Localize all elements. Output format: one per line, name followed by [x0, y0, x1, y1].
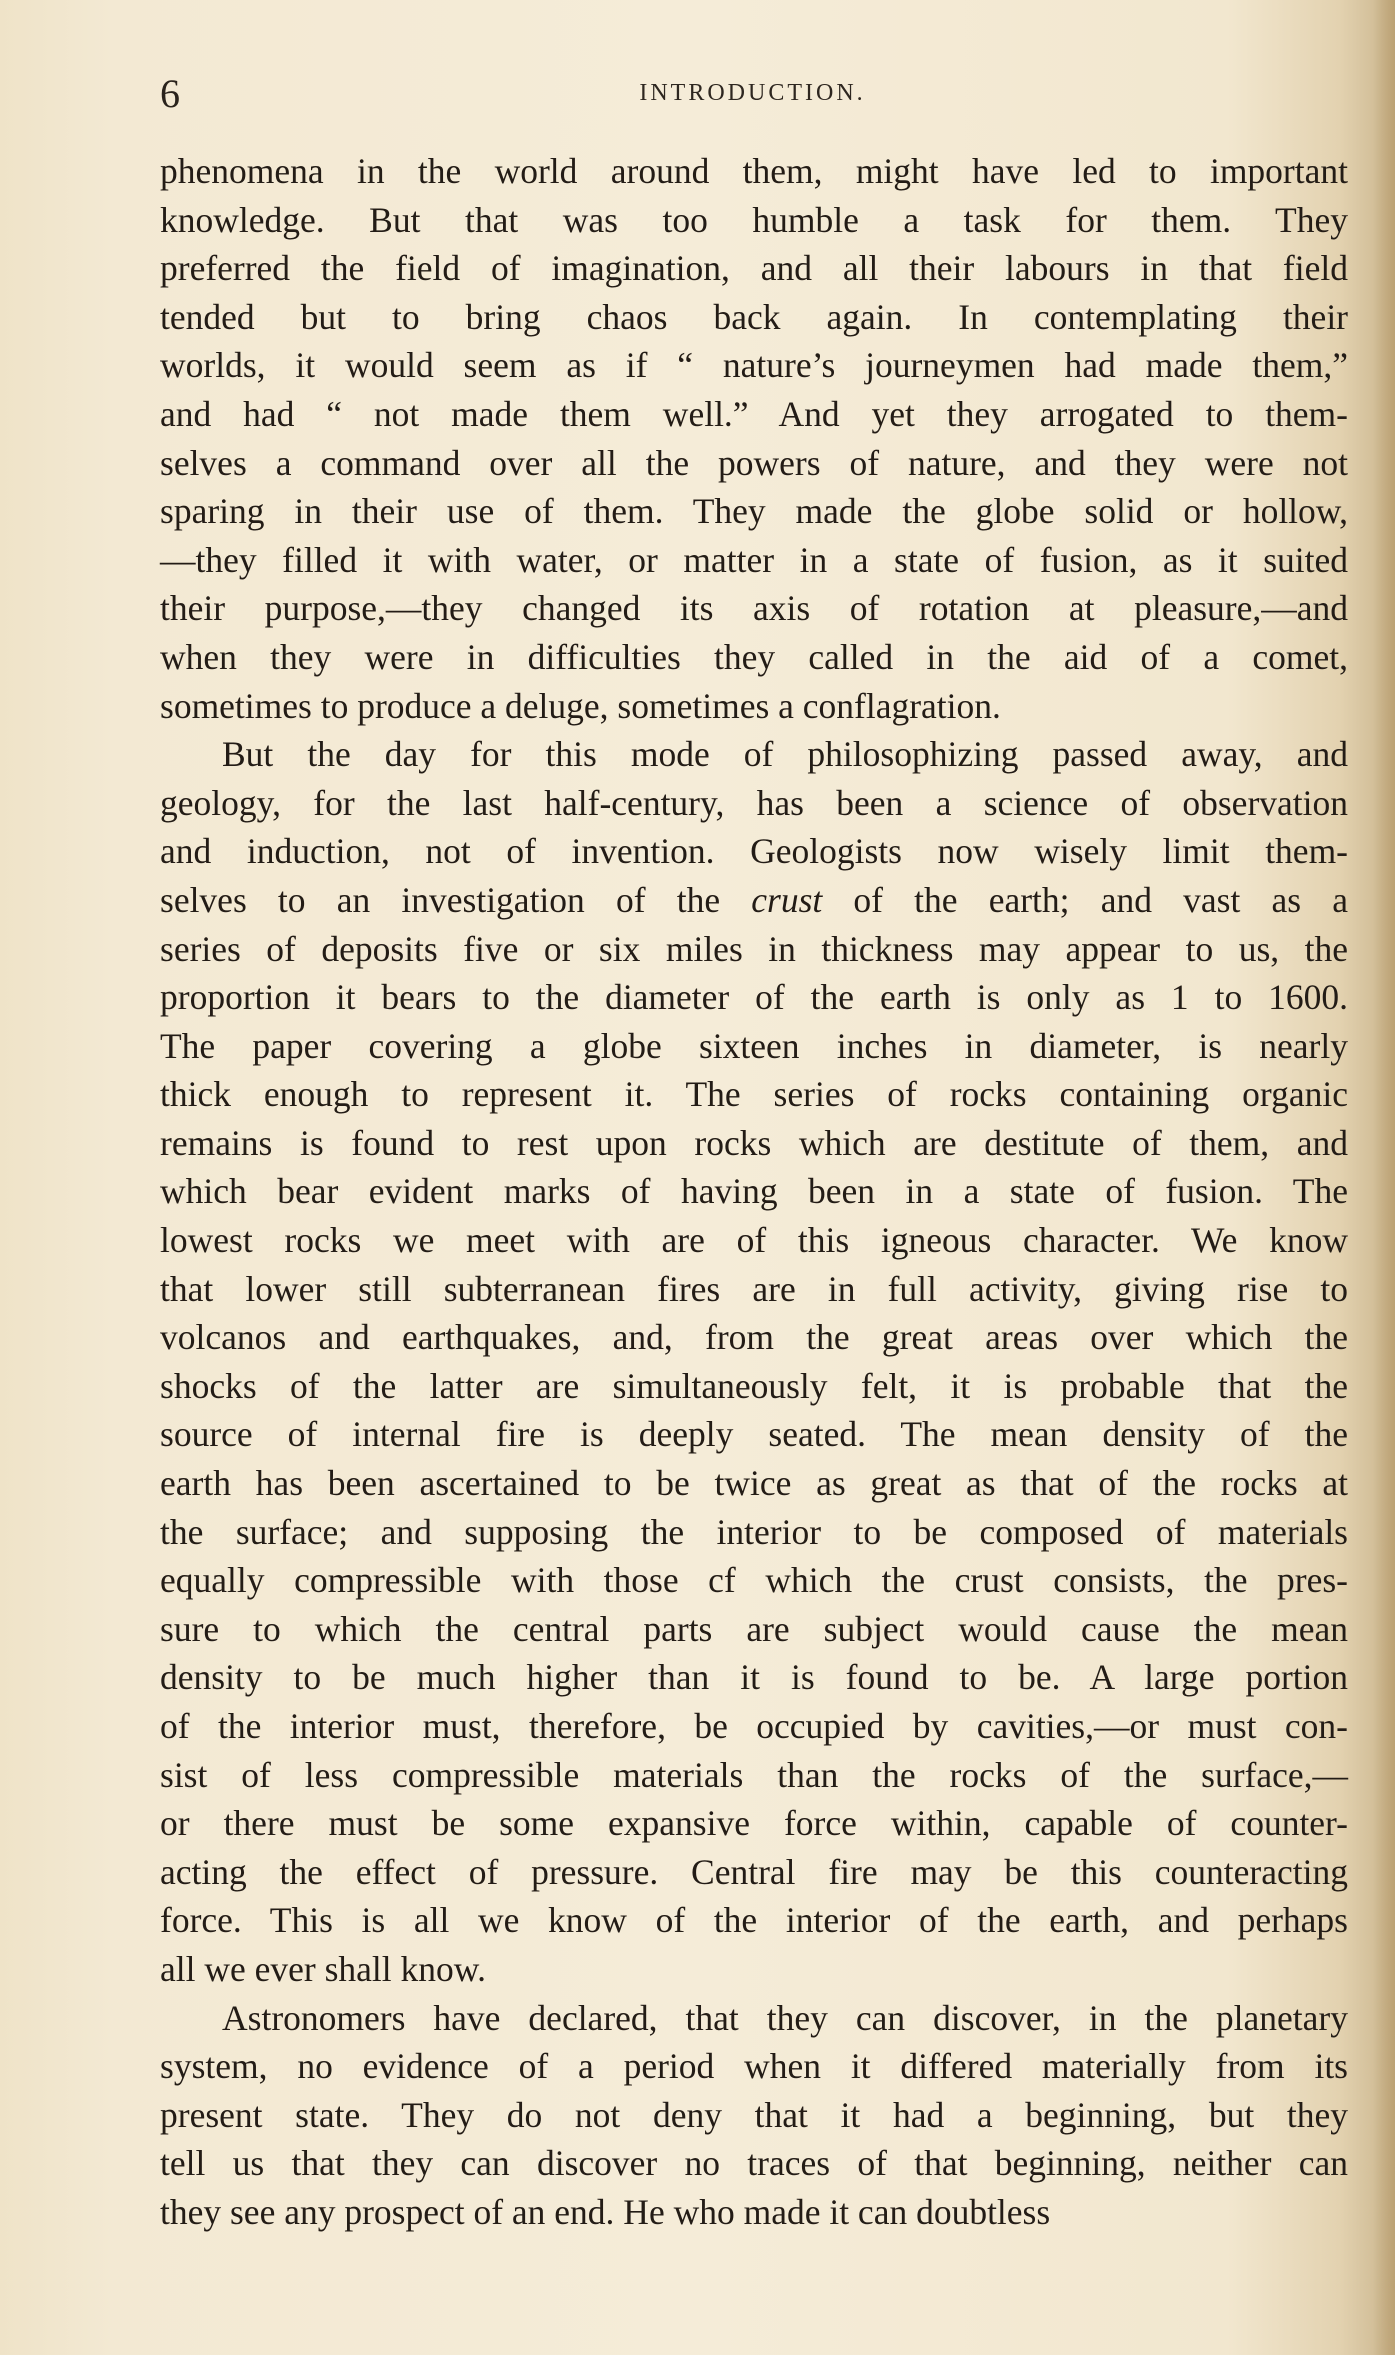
- running-title: INTRODUCTION.: [639, 80, 866, 106]
- text-line: that lower still subterranean fires are in full activity, giving rise to: [160, 1268, 1348, 1309]
- paragraph: [160, 147, 1348, 730]
- text-line: or there must be some expansive force within, capable of counter-: [160, 1803, 1348, 1844]
- text-line: —they filled it with water, or matter in a state of fusion, as it suited: [160, 539, 1348, 580]
- text-line: which bear evident marks of having been in a state of fusion. The: [160, 1171, 1348, 1212]
- text-line: they see any prospect of an end. He who made it can doubtless: [160, 2191, 1051, 2232]
- text-line: force. This is all we know of the interior of the earth, and perhaps: [160, 1900, 1348, 1941]
- text-line: series of deposits five or six miles in thickness may appear to us, the: [160, 928, 1348, 969]
- text-line: sometimes to produce a deluge, sometimes a conflagration.: [160, 685, 1001, 726]
- text-line: sparing in their use of them. They made the globe solid or hollow,: [160, 491, 1348, 532]
- text-line: equally compressible with those cf which the crust consists, the pres-: [160, 1560, 1348, 1601]
- text-line: volcanos and earthquakes, and, from the great areas over which the: [160, 1317, 1348, 1358]
- text-line: selves a command over all the powers of nature, and they were not: [160, 442, 1348, 483]
- text-line: source of internal fire is deeply seated. The mean density of the: [160, 1414, 1348, 1455]
- text-line: worlds, it would seem as if “ nature’s journeymen had made them,”: [160, 345, 1348, 386]
- text-line: tended but to bring chaos back again. In contemplating their: [160, 296, 1348, 337]
- text-line: proportion it bears to the diameter of the earth is only as 1 to 1600.: [160, 977, 1348, 1018]
- text-line: the surface; and supposing the interior to be composed of materials: [160, 1511, 1348, 1552]
- text-line: all we ever shall know.: [160, 1948, 486, 1989]
- text-line: acting the effect of pressure. Central fire may be this counteracting: [160, 1851, 1348, 1892]
- text-line: and had “ not made them well.” And yet they arrogated to them-: [160, 393, 1348, 434]
- text-line: and induction, not of invention. Geologists now wisely limit them-: [160, 831, 1348, 872]
- text-line: shocks of the latter are simultaneously felt, it is probable that the: [160, 1365, 1348, 1406]
- text-line: Astronomers have declared, that they can discover, in the planetary: [222, 1997, 1348, 2038]
- page-edge-shadow: [1373, 0, 1395, 2355]
- text-line: thick enough to represent it. The series of rocks containing organic: [160, 1074, 1348, 1115]
- text-line: their purpose,—they changed its axis of rotation at pleasure,—and: [160, 588, 1348, 629]
- text-line: when they were in difficulties they called in the aid of a comet,: [160, 636, 1348, 677]
- text-line: system, no evidence of a period when it differed materially from its: [160, 2046, 1348, 2087]
- text-line: geology, for the last half-century, has been a science of observation: [160, 782, 1348, 823]
- text-line: knowledge. But that was too humble a task for them. They: [160, 199, 1348, 240]
- text-line: phenomena in the world around them, might have led to important: [160, 151, 1348, 191]
- paragraph: [160, 1994, 1348, 2237]
- text-line: tell us that they can discover no traces of that beginning, neither can: [160, 2143, 1348, 2184]
- text-line: sure to which the central parts are subject would cause the mean: [160, 1608, 1348, 1649]
- text-line: selves to an investigation of the crust of the earth; and vast as a: [160, 879, 1348, 920]
- text-line: density to be much higher than it is found to be. A large portion: [160, 1657, 1348, 1698]
- body-text: [160, 147, 1348, 2237]
- page-number: 6: [160, 71, 180, 116]
- text-line: of the interior must, therefore, be occupied by cavities,—or must con-: [160, 1706, 1348, 1746]
- text-line: sist of less compressible materials than the rocks of the surface,—: [160, 1754, 1348, 1795]
- text-line: The paper covering a globe sixteen inches in diameter, is nearly: [160, 1025, 1348, 1066]
- text-line: lowest rocks we meet with are of this igneous character. We know: [160, 1220, 1348, 1261]
- italic-word: crust: [751, 879, 823, 920]
- text-line: remains is found to rest upon rocks which are destitute of them, and: [160, 1122, 1348, 1163]
- text-line: But the day for this mode of philosophizing passed away, and: [222, 734, 1348, 775]
- text-line: earth has been ascertained to be twice as great as that of the rocks at: [160, 1463, 1348, 1504]
- paragraph: [160, 730, 1348, 1993]
- text-line: present state. They do not deny that it had a beginning, but they: [160, 2094, 1348, 2135]
- text-line: preferred the field of imagination, and all their labours in that field: [160, 248, 1348, 289]
- running-head: [160, 70, 1345, 120]
